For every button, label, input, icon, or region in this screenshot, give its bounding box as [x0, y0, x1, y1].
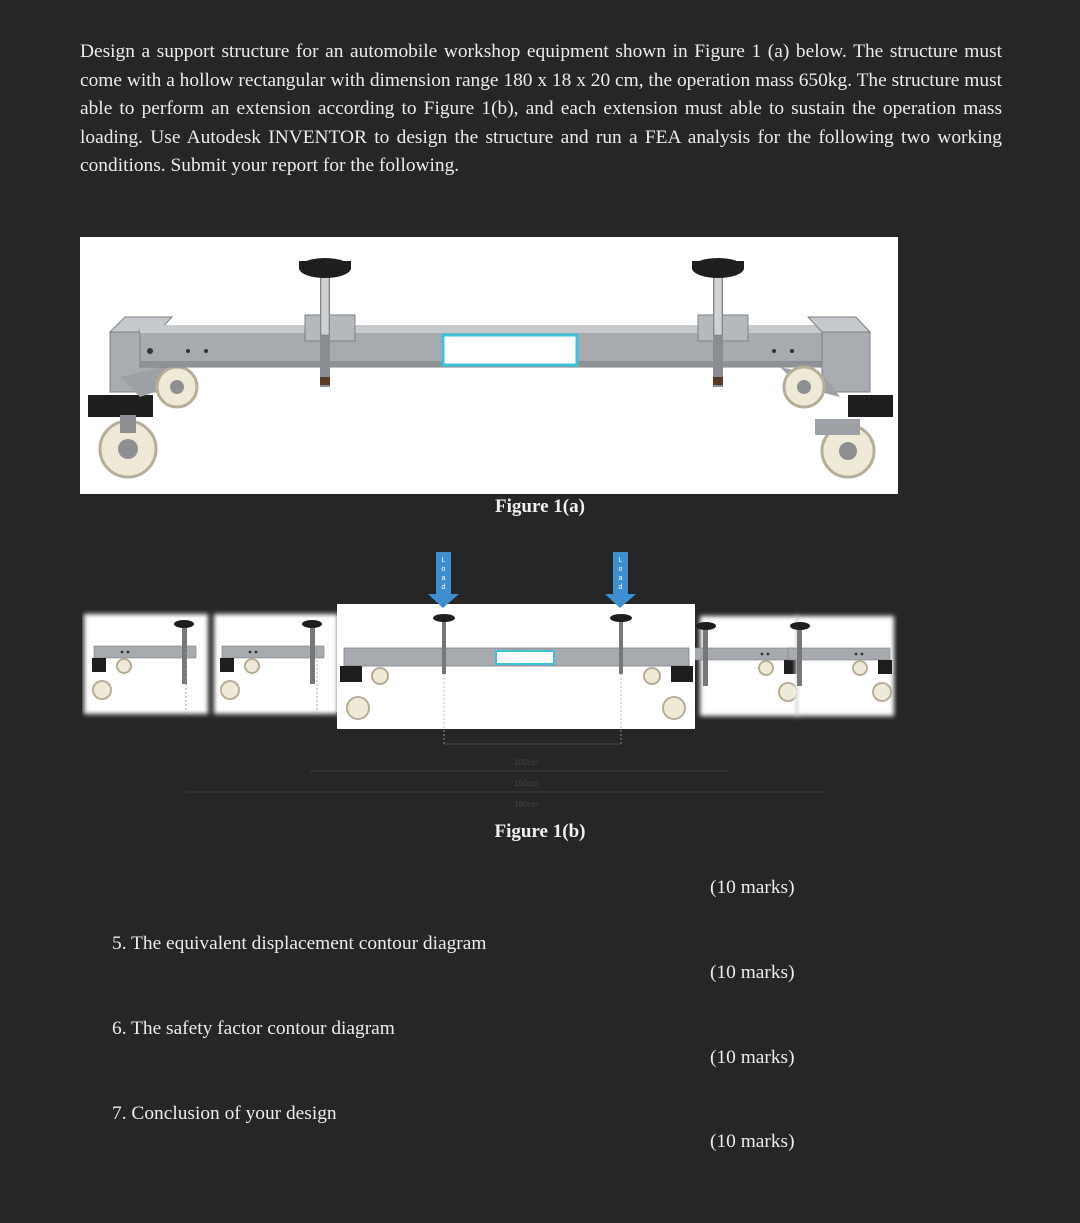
load-letter: L [441, 557, 446, 564]
load-letter: a [441, 575, 446, 582]
marks-label: (10 marks) [710, 1131, 795, 1152]
load-letter: o [441, 566, 446, 573]
dimension-labels [480, 754, 600, 812]
load-letter: L [618, 557, 623, 564]
figure-1b-caption: Figure 1(b) [494, 821, 586, 842]
item-displacement-contour: 5. The equivalent displacement contour diagram [112, 933, 487, 954]
marks-label: (10 marks) [710, 877, 795, 898]
figure-1a [80, 237, 898, 494]
load-letter: o [618, 566, 623, 573]
item-safety-factor-contour: 6. The safety factor contour diagram [112, 1018, 395, 1039]
marks-label: (10 marks) [710, 962, 795, 983]
load-letter: a [618, 575, 623, 582]
dimension-180cm: 180cm [513, 800, 539, 809]
item-conclusion: 7. Conclusion of your design [112, 1103, 337, 1124]
load-letter: d [441, 584, 446, 591]
dimension-100cm: 100cm [513, 758, 539, 767]
load-label-left [436, 552, 451, 594]
load-label-right [613, 552, 628, 594]
dimension-150cm: 150cm [513, 779, 539, 788]
load-letter: d [618, 584, 623, 591]
marks-label: (10 marks) [710, 1047, 795, 1068]
problem-statement: Design a support structure for an automobile workshop equipment shown in Figure 1 (a) below. The structure must come with a hollow rectangular with dimension range 180 x 18 x 20 cm, the operation mass 650kg. The structure must able to perform an extension according to Figure 1(b), and each extension must able to sustain the operation mass loading. Use Autodesk INVENTOR to design the structure and run a FEA analysis for the following two working conditions. Submit your report for the following. [80, 41, 1002, 176]
figure-1a-caption: Figure 1(a) [495, 496, 585, 517]
